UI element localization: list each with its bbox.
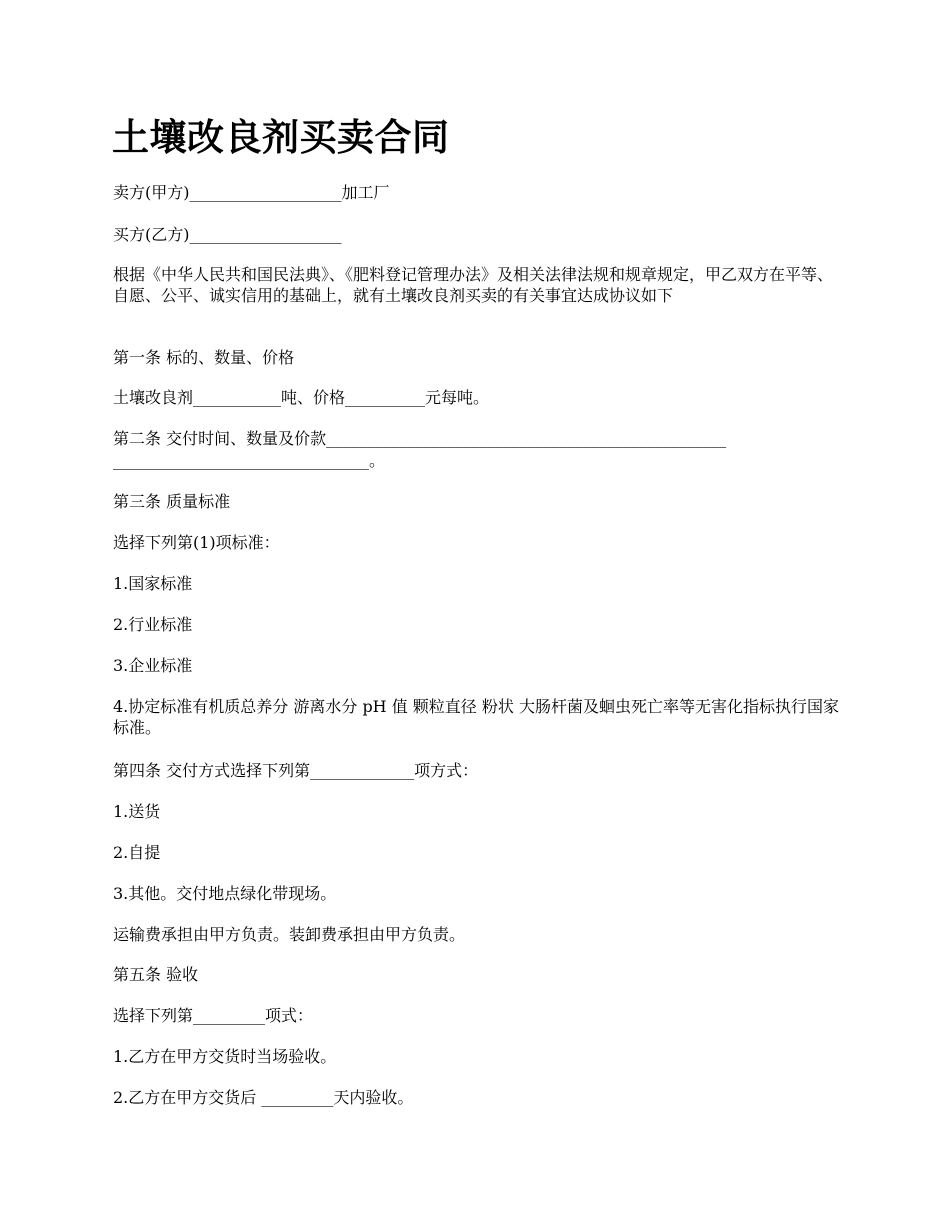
article3-intro: 选择下列第(1)项标准：: [113, 533, 280, 552]
article5-intro: [113, 1005, 841, 1026]
article1-text1: 土壤改良剂: [113, 388, 194, 407]
preamble-paragraph: 根据《中华人民共和国民法典》、《肥料登记管理办法》及相关法律法规和规章规定，甲乙双方在平等、自愿、公平、诚实信用的基础上，就有土壤改良剂买卖的有关事宜达成协议如下: [113, 265, 834, 305]
article5-item2-text: 2.乙方在甲方交货后: [113, 1088, 262, 1107]
article1-text3: 元每吨。: [425, 388, 490, 407]
article2-line1: [113, 428, 841, 449]
transport-cost-line: 运输费承担由甲方负责。装卸费承担由甲方负责。: [113, 925, 466, 944]
buyer-blank: ___________________: [189, 225, 342, 244]
seller-suffix: 加工厂: [341, 183, 390, 202]
article3-item: 3.企业标准: [113, 656, 193, 675]
article5-intro-text: 选择下列第: [113, 1006, 194, 1025]
article5-item2-end: 天内验收。: [333, 1088, 414, 1107]
article4-item: 2.自提: [113, 843, 161, 862]
article4-blank: _____________: [310, 761, 415, 780]
article2-line2: [113, 450, 841, 471]
article4-heading-line: [113, 760, 841, 781]
buyer-line: [113, 224, 841, 245]
article5-intro-blank: _________: [193, 1006, 266, 1025]
document-title: 土壤改良剂买卖合同: [112, 115, 450, 159]
seller-blank: ___________________: [189, 183, 342, 202]
article3-item: 1.国家标准: [113, 574, 193, 593]
seller-label: 卖方(甲方): [113, 183, 190, 202]
article4-item: 1.送货: [113, 802, 161, 821]
article4-item: 3.其他。交付地点绿化带现场。: [113, 884, 337, 903]
article3-item: 2.行业标准: [113, 615, 193, 634]
article1-text2: 吨、价格: [281, 388, 346, 407]
article1-heading: 第一条 标的、数量、价格: [113, 348, 295, 367]
article2-blank1: __________________________________________________: [326, 429, 727, 448]
article3-item: 4.协定标准有机质总养分 游离水分 pH 值 颗粒直径 粉状 大肠杆菌及蛔虫死亡率等无害化指标执行国家标准。: [113, 697, 839, 737]
inspection-days-blank: _________: [261, 1088, 334, 1107]
article5-item: 1.乙方在甲方交货时当场验收。: [113, 1047, 337, 1066]
article2-blank2: ________________________________: [113, 451, 369, 470]
price-blank: __________: [345, 388, 426, 407]
article4-heading-end: 项方式：: [414, 761, 479, 780]
article2-end: 。: [369, 451, 386, 470]
article1-line: [113, 387, 841, 408]
article2-heading: 第二条 交付时间、数量及价款: [113, 429, 327, 448]
buyer-label: 买方(乙方): [113, 225, 190, 244]
article5-intro-end: 项式：: [265, 1006, 314, 1025]
article5-item: [113, 1087, 841, 1108]
article5-heading: 第五条 验收: [113, 965, 199, 984]
article4-heading: 第四条 交付方式选择下列第: [113, 761, 311, 780]
article3-heading: 第三条 质量标准: [113, 492, 231, 511]
quantity-blank: ___________: [193, 388, 282, 407]
seller-line: [113, 182, 841, 203]
